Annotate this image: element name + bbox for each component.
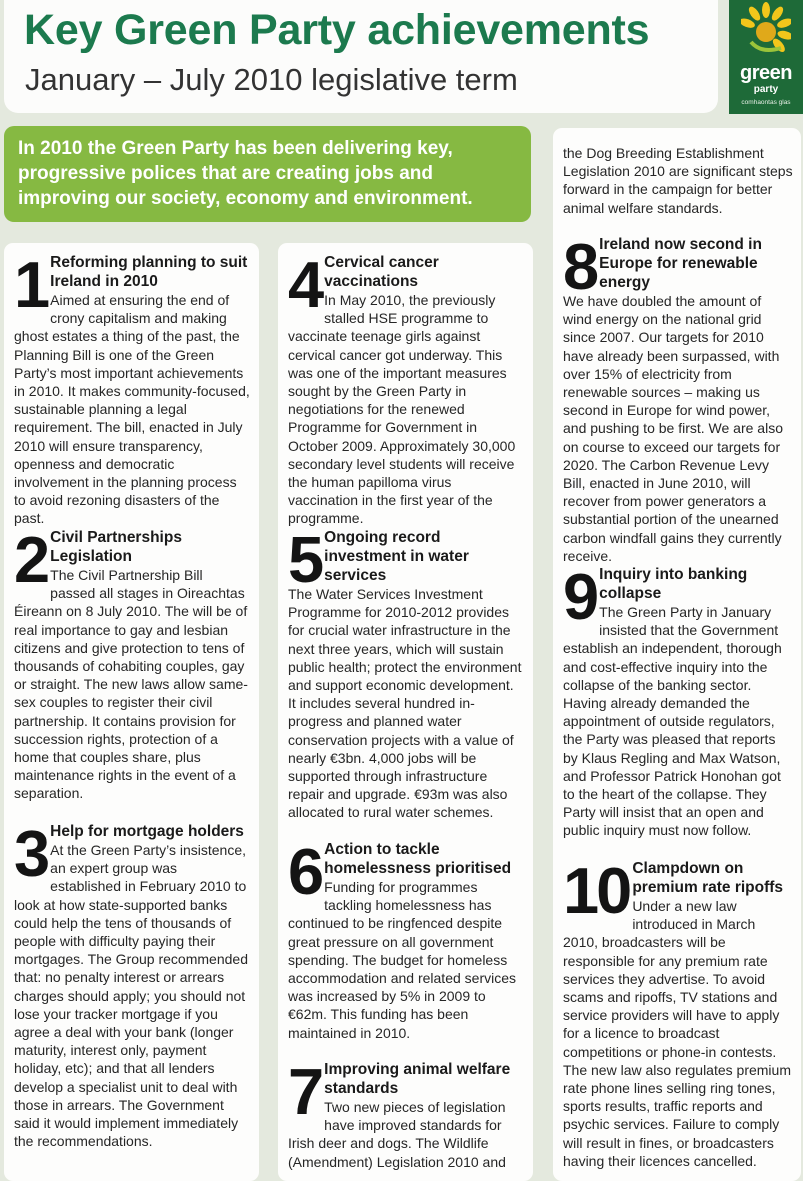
section-number: 8	[563, 230, 597, 303]
section-body: Aimed at ensuring the end of crony capitalism and making ghost estates a thing of the past, the Planning Bill is one of the Green Party’s most important achievements in 2010. It makes community-focused, sustainable planning a legal requirement. The bill, enacted in July 2010 will ensure transparency, openness and democratic involvement in the planning process to avoid rezoning disasters of the past.	[14, 292, 250, 527]
section-3	[4, 817, 259, 1150]
section-number: 10	[563, 854, 630, 927]
section-number: 1	[14, 248, 48, 321]
section-body: In May 2010, the previously stalled HSE programme to vaccinate teenage girls against cervical cancer got underway. This was one of the important measures sought by the Green Party in negotiations for the renewed Programme for Government in October 2009. Approximately 30,000 secondary level students will receive the human papilloma virus vaccination in the first year of the programme.	[288, 292, 516, 527]
section-body: The Civil Partnership Bill passed all stages in Oireachtas Éireann on 8 July 2010. The will be of real importance to gay and lesbian citizens and give protection to tens of thousands of cohabiting couples, gay or straight. The new laws allow same-sex couples to register their civil partnership. It contains provision for succession rights, protection of a home that couples share, plus maintenance rights in the event of a separation.	[14, 567, 248, 802]
column-2	[278, 243, 533, 1181]
section-body: the Dog Breeding Establishment Legislation 2010 are significant steps forward in the campaign for better animal welfare standards.	[563, 145, 793, 216]
section-8	[553, 230, 801, 565]
column-1	[4, 243, 259, 1181]
section-title: Action to tackle homelessness prioritised	[324, 841, 512, 877]
page-title: Key Green Party achievements	[24, 6, 650, 54]
section-number: 5	[288, 523, 322, 596]
section-body: We have doubled the amount of wind energy on the national grid since 2007. Our targets for 2010 have already been surpassed, with over 15% of electricity from renewable sources – making us second in Europe for wind power, and pushing to be first. We are also on course to exceed our targets for 2020. The Carbon Revenue Levy Bill, enacted in June 2010, will recover from power generators a substantial portion of the unearned carbon windfall gains they currently receive.	[563, 293, 783, 564]
section-number: 2	[14, 523, 48, 596]
section-5	[278, 523, 533, 822]
section-2	[4, 523, 259, 803]
section-body: At the Green Party’s insistence, an expert group was established in February 2010 to look at how state-supported banks could help the tens of thousands of people with difficulty paying their mortgages. The Group recommended that: no penalty interest or arrears charges should apply; you should not lose your tracker mortgage if you agree a deal with your bank (longer maturity, interest only, payment holiday, etc); and that all lenders develop a specialist unit to deal with those in arrears. The Government said it would implement immediately the recommendations.	[14, 842, 248, 1150]
page-subtitle: January – July 2010 legislative term	[25, 62, 518, 97]
section-body: The Water Services Investment Programme for 2010-2012 provides for crucial water infrastructure in the next three years, which will sustain public health; protect the environment and support economic development. It includes several hundred in-progress and planned water conservation projects with a value of nearly €3bn. 4,000 jobs will be supported through infrastructure repair and upgrade. €93m was also allocated to rural water schemes.	[288, 586, 522, 821]
column-3	[553, 128, 801, 1181]
green-party-logo	[729, 0, 803, 114]
section-7-continued	[553, 144, 801, 217]
section-9	[553, 560, 801, 840]
intro-banner: In 2010 the Green Party has been delivering key, progressive polices that are creating jobs and improving our society, economy and environment.	[4, 126, 531, 222]
section-1	[4, 248, 259, 528]
logo-gaelic: comhaontas glas	[741, 99, 791, 106]
section-title: Clampdown on premium rate ripoffs	[632, 860, 784, 896]
section-number: 9	[563, 560, 597, 633]
section-body: The Green Party in January insisted that the Government establish an independent, thorough and cost-effective inquiry into the collapse of the banking sector. Having already demanded the appointment of outside regulators, the Party was pleased that reports by Klaus Regling and Max Watson, and Professor Patrick Honohan got to the heart of the collapse. They Party will insist that an open and public inquiry must now follow.	[563, 604, 782, 839]
header	[4, 0, 718, 113]
section-6	[278, 835, 533, 1042]
section-title: Improving animal welfare standards	[324, 1061, 511, 1097]
section-number: 4	[288, 248, 322, 321]
section-title: Inquiry into banking collapse	[599, 566, 748, 602]
logo-sub: party	[753, 84, 779, 95]
section-body: Under a new law introduced in March 2010, broadcasters will be responsible for any premium rate services they advertise. To avoid scams and ripoffs, TV stations and service providers will have to apply for a licence to broadcast competitions or phone-in contests. The new law also regulates premium rate phone lines selling ring tones, sports results, traffic reports and psychic services. Failure to comply will result in fines, or broadcasters having their licences cancelled.	[563, 898, 791, 1169]
section-4	[278, 248, 533, 528]
sunflower-icon	[741, 2, 791, 60]
section-body: Two new pieces of legislation have improved standards for Irish deer and dogs. The Wildlife (Amendment) Legislation 2010 and	[288, 1099, 506, 1170]
logo-word: green	[740, 62, 792, 84]
section-title: Ireland now second in Europe for renewable energy	[599, 236, 762, 291]
section-title: Help for mortgage holders	[50, 823, 244, 840]
section-title: Cervical cancer vaccinations	[324, 254, 439, 290]
section-title: Ongoing record investment in water services	[324, 529, 469, 584]
section-number: 3	[14, 817, 48, 890]
section-7	[278, 1055, 533, 1171]
section-title: Reforming planning to suit Ireland in 2010	[50, 254, 248, 290]
section-number: 7	[288, 1055, 322, 1128]
section-title: Civil Partnerships Legislation	[50, 529, 182, 565]
section-body: Funding for programmes tackling homelessness has continued to be ringfenced despite great pressure on all government spending. The budget for homeless accommodation and related services was increased by 5% in 2009 to €62m. This funding has been maintained in 2010.	[288, 879, 517, 1041]
section-number: 6	[288, 835, 322, 908]
section-10	[553, 854, 801, 1170]
